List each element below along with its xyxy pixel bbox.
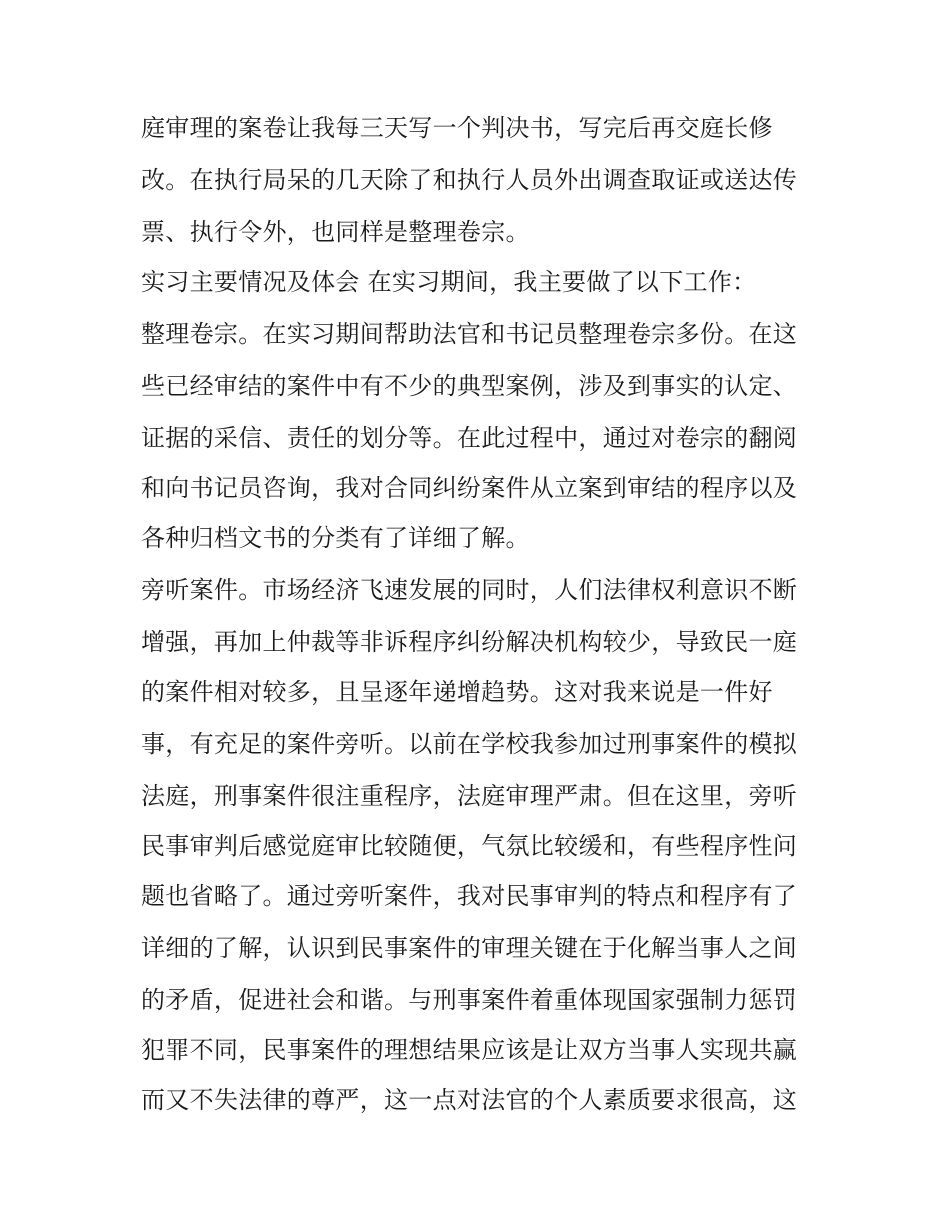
text-line: 些已经审结的案件中有不少的典型案例，涉及到事实的认定、	[141, 372, 798, 400]
text-line: 旁听案件。市场经济飞速发展的同时，人们法律权利意识不断	[141, 576, 798, 604]
text-line: 各种归档文书的分类有了详细了解。	[141, 524, 530, 552]
text-line: 票、执行令外，也同样是整理卷宗。	[141, 218, 530, 246]
text-line: 题也省略了。通过旁听案件，我对民事审判的特点和程序有了	[141, 882, 798, 910]
text-line: 增强，再加上仲裁等非诉程序纠纷解决机构较少，导致民一庭	[141, 628, 798, 656]
text-line: 而又不失法律的尊严，这一点对法官的个人素质要求很高，这	[141, 1086, 798, 1114]
text-line: 民事审判后感觉庭审比较随便，气氛比较缓和，有些程序性问	[141, 832, 798, 860]
text-line: 详细的了解，认识到民事案件的审理关键在于化解当事人之间	[141, 934, 798, 962]
text-line: 的矛盾，促进社会和谐。与刑事案件着重体现国家强制力惩罚	[141, 986, 798, 1014]
text-line: 犯罪不同，民事案件的理想结果应该是让双方当事人实现共赢	[141, 1036, 798, 1064]
text-line: 庭审理的案卷让我每三天写一个判决书，写完后再交庭长修	[141, 114, 773, 142]
text-line: 法庭，刑事案件很注重程序，法庭审理严肃。但在这里，旁听	[141, 782, 798, 810]
text-line: 改。在执行局呆的几天除了和执行人员外出调查取证或送达传	[141, 166, 798, 194]
text-line: 整理卷宗。在实习期间帮助法官和书记员整理卷宗多份。在这	[141, 320, 798, 348]
text-line: 的案件相对较多，且呈逐年递增趋势。这对我来说是一件好	[141, 678, 773, 706]
text-line: 事，有充足的案件旁听。以前在学校我参加过刑事案件的模拟	[141, 730, 798, 758]
section-heading-line: 实习主要情况及体会 在实习期间，我主要做了以下工作：	[141, 268, 757, 296]
text-line: 证据的采信、责任的划分等。在此过程中，通过对卷宗的翻阅	[141, 424, 798, 452]
text-line: 和向书记员咨询，我对合同纠纷案件从立案到审结的程序以及	[141, 474, 798, 502]
